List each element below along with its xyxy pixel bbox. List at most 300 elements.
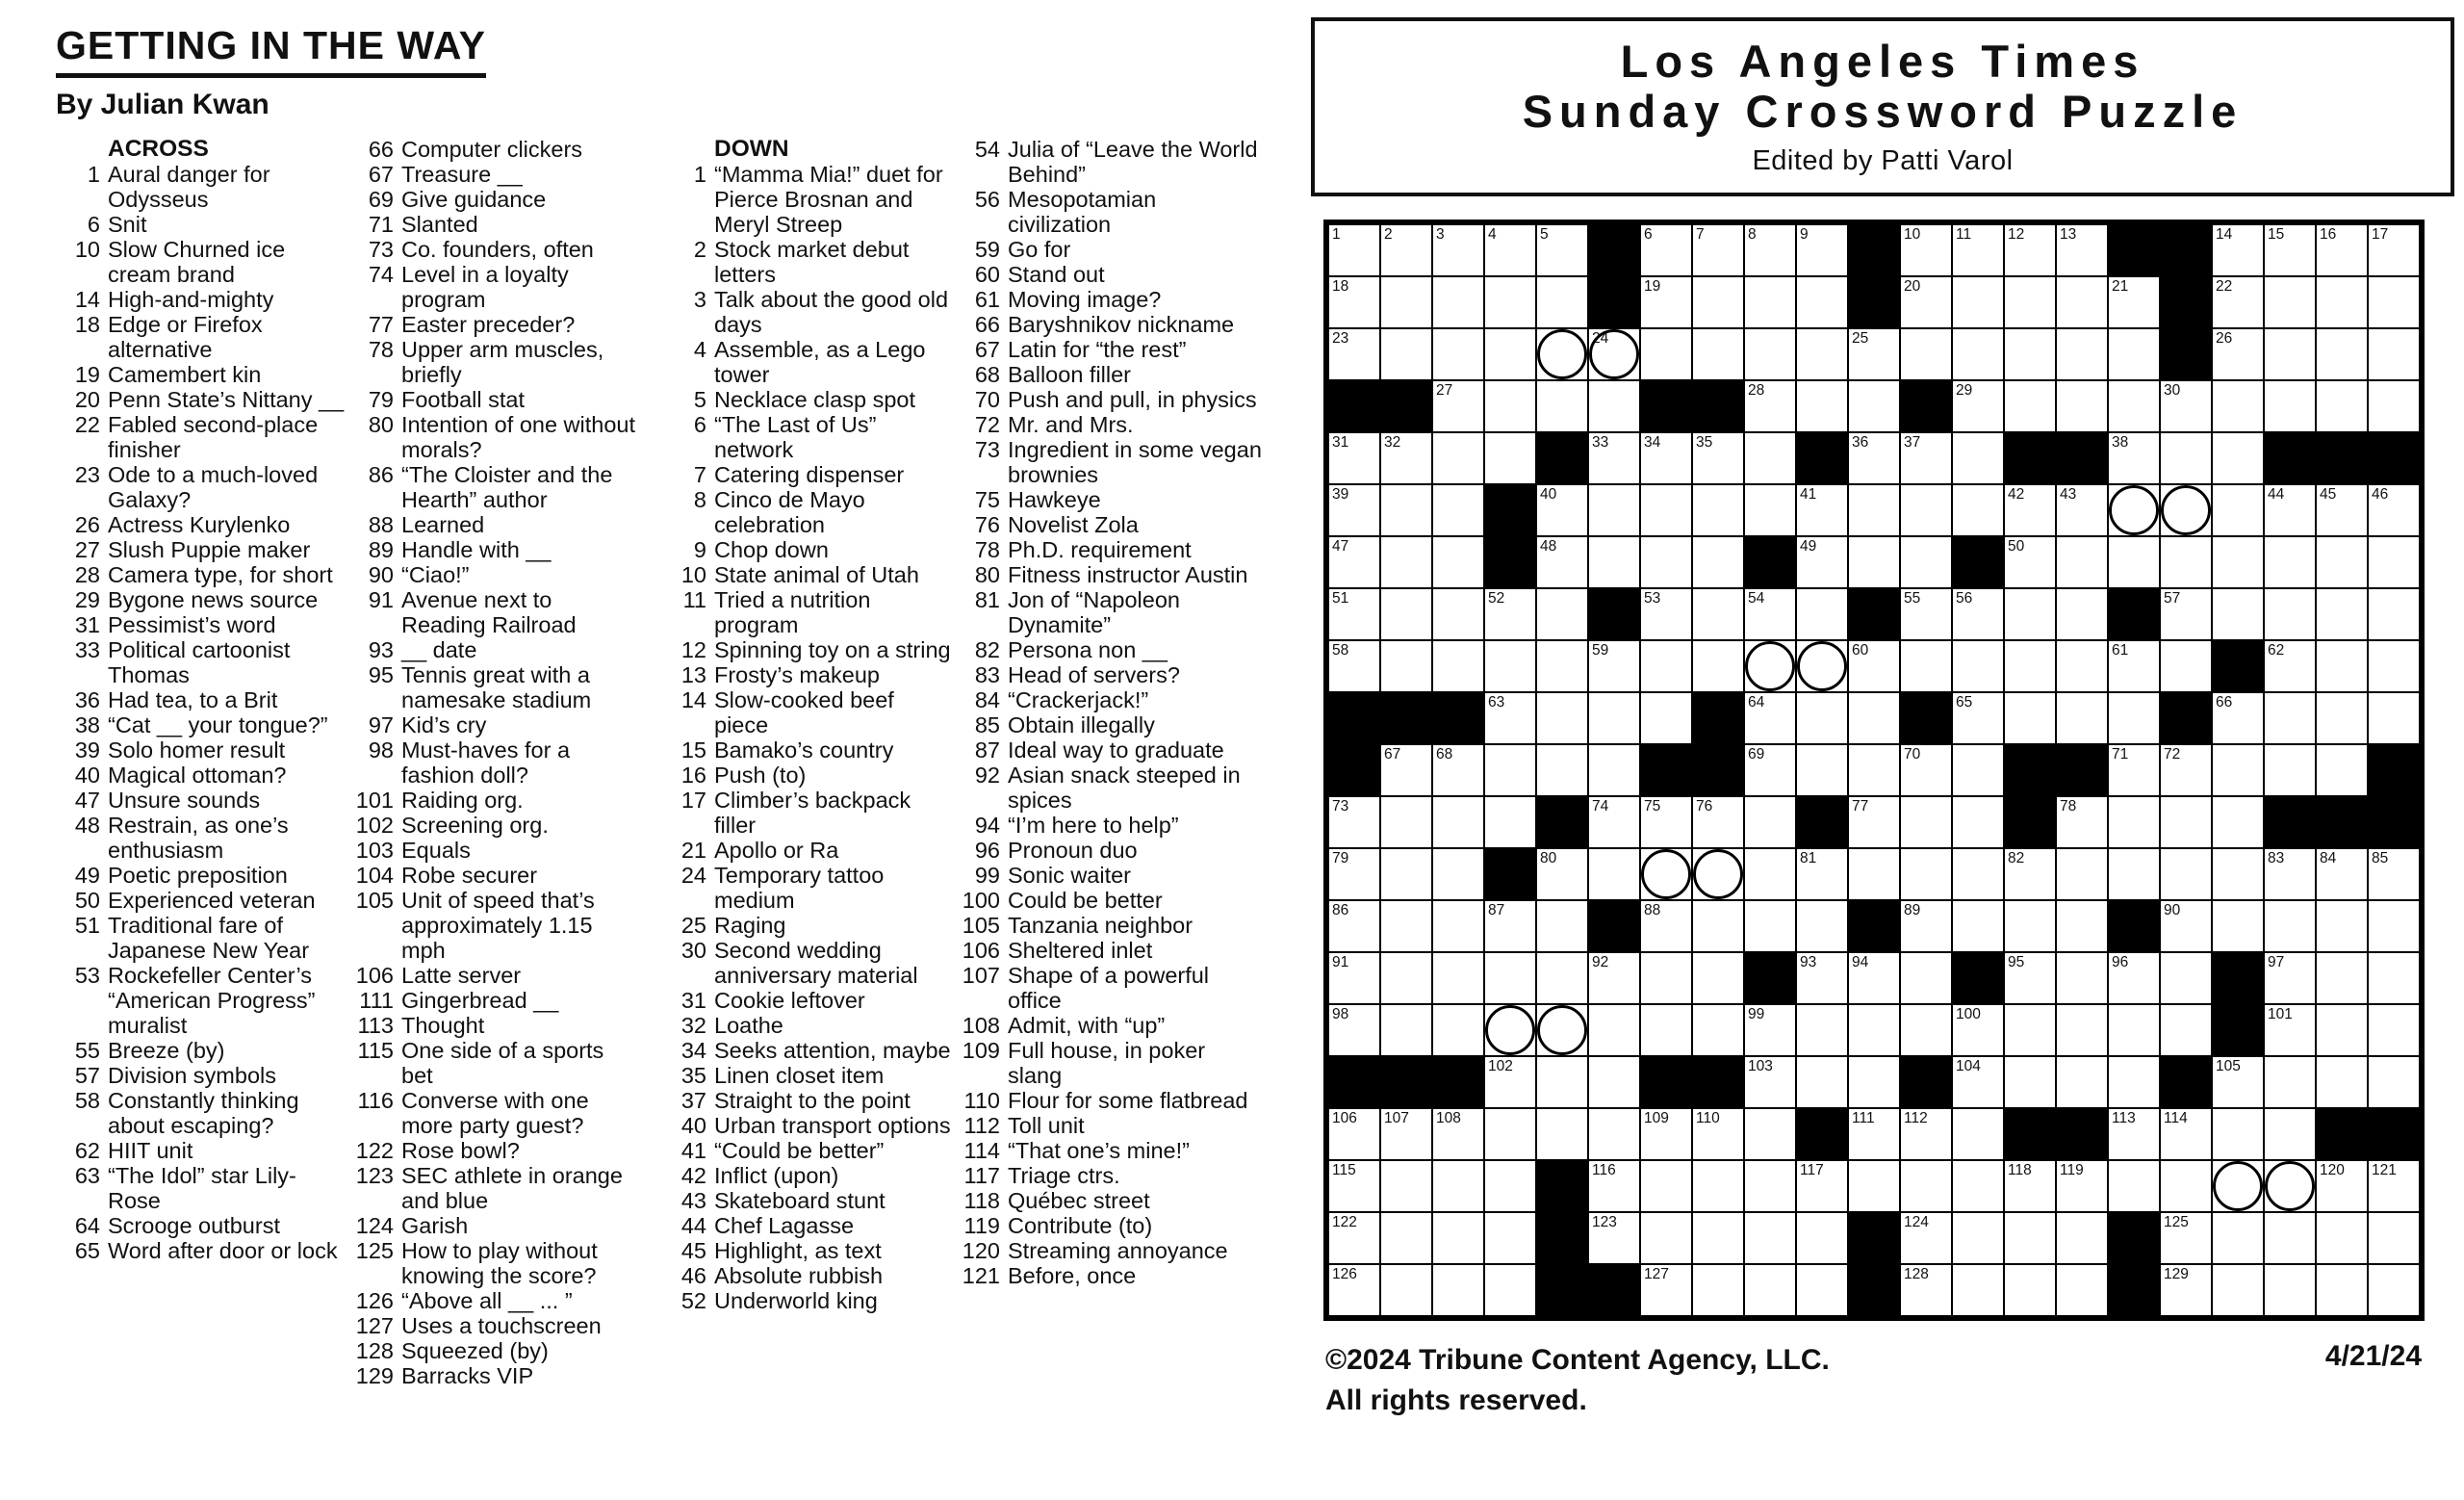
grid-cell-r15c12[interactable]: [1900, 952, 1952, 1004]
grid-cell-r13c19[interactable]: [2264, 848, 2316, 900]
grid-cell-r16c13[interactable]: [1952, 1004, 2004, 1056]
grid-cell-r11c3[interactable]: [1432, 744, 1484, 796]
grid-cell-r21c13[interactable]: [1952, 1264, 2004, 1316]
grid-cell-r3c1[interactable]: [1328, 328, 1380, 380]
grid-cell-r14c4[interactable]: [1484, 900, 1536, 952]
grid-cell-r11c12[interactable]: [1900, 744, 1952, 796]
grid-cell-r6c8[interactable]: [1692, 484, 1744, 536]
grid-cell-r14c14[interactable]: [2004, 900, 2056, 952]
grid-cell-r16c4[interactable]: [1484, 1004, 1536, 1056]
grid-cell-r3c8[interactable]: [1692, 328, 1744, 380]
grid-cell-r17c11[interactable]: [1848, 1056, 1900, 1108]
grid-cell-r12c11[interactable]: [1848, 796, 1900, 848]
grid-cell-r1c10[interactable]: [1796, 224, 1848, 276]
grid-cell-r21c8[interactable]: [1692, 1264, 1744, 1316]
grid-cell-r7c19[interactable]: [2264, 536, 2316, 588]
grid-cell-r12c6[interactable]: [1588, 796, 1640, 848]
grid-cell-r13c16[interactable]: [2108, 848, 2160, 900]
grid-cell-r11c18[interactable]: [2212, 744, 2264, 796]
grid-cell-r15c15[interactable]: [2056, 952, 2108, 1004]
grid-cell-r13c2[interactable]: [1380, 848, 1432, 900]
grid-cell-r7c14[interactable]: [2004, 536, 2056, 588]
grid-cell-r8c7[interactable]: [1640, 588, 1692, 640]
grid-cell-r14c17[interactable]: [2160, 900, 2212, 952]
grid-cell-r15c8[interactable]: [1692, 952, 1744, 1004]
grid-cell-r21c20[interactable]: [2316, 1264, 2368, 1316]
grid-cell-r12c8[interactable]: [1692, 796, 1744, 848]
grid-cell-r9c4[interactable]: [1484, 640, 1536, 692]
grid-cell-r21c1[interactable]: [1328, 1264, 1380, 1316]
grid-cell-r15c21[interactable]: [2368, 952, 2420, 1004]
grid-cell-r6c10[interactable]: [1796, 484, 1848, 536]
grid-cell-r19c14[interactable]: [2004, 1160, 2056, 1212]
grid-cell-r19c2[interactable]: [1380, 1160, 1432, 1212]
grid-cell-r21c3[interactable]: [1432, 1264, 1484, 1316]
grid-cell-r20c21[interactable]: [2368, 1212, 2420, 1264]
grid-cell-r3c6[interactable]: [1588, 328, 1640, 380]
grid-cell-r6c19[interactable]: [2264, 484, 2316, 536]
grid-cell-r19c7[interactable]: [1640, 1160, 1692, 1212]
grid-cell-r19c18[interactable]: [2212, 1160, 2264, 1212]
grid-cell-r9c17[interactable]: [2160, 640, 2212, 692]
grid-cell-r8c2[interactable]: [1380, 588, 1432, 640]
grid-cell-r19c8[interactable]: [1692, 1160, 1744, 1212]
grid-cell-r15c5[interactable]: [1536, 952, 1588, 1004]
grid-cell-r19c17[interactable]: [2160, 1160, 2212, 1212]
grid-cell-r3c14[interactable]: [2004, 328, 2056, 380]
grid-cell-r9c9[interactable]: [1744, 640, 1796, 692]
grid-cell-r14c5[interactable]: [1536, 900, 1588, 952]
grid-cell-r2c15[interactable]: [2056, 276, 2108, 328]
grid-cell-r7c11[interactable]: [1848, 536, 1900, 588]
grid-cell-r19c19[interactable]: [2264, 1160, 2316, 1212]
grid-cell-r21c2[interactable]: [1380, 1264, 1432, 1316]
grid-cell-r2c19[interactable]: [2264, 276, 2316, 328]
grid-cell-r9c14[interactable]: [2004, 640, 2056, 692]
grid-cell-r19c3[interactable]: [1432, 1160, 1484, 1212]
grid-cell-r15c14[interactable]: [2004, 952, 2056, 1004]
grid-cell-r14c13[interactable]: [1952, 900, 2004, 952]
grid-cell-r19c15[interactable]: [2056, 1160, 2108, 1212]
grid-cell-r4c20[interactable]: [2316, 380, 2368, 432]
grid-cell-r1c15[interactable]: [2056, 224, 2108, 276]
grid-cell-r17c5[interactable]: [1536, 1056, 1588, 1108]
grid-cell-r2c20[interactable]: [2316, 276, 2368, 328]
grid-cell-r5c11[interactable]: [1848, 432, 1900, 484]
grid-cell-r7c7[interactable]: [1640, 536, 1692, 588]
grid-cell-r19c6[interactable]: [1588, 1160, 1640, 1212]
grid-cell-r4c9[interactable]: [1744, 380, 1796, 432]
grid-cell-r13c12[interactable]: [1900, 848, 1952, 900]
grid-cell-r17c19[interactable]: [2264, 1056, 2316, 1108]
grid-cell-r15c6[interactable]: [1588, 952, 1640, 1004]
grid-cell-r20c8[interactable]: [1692, 1212, 1744, 1264]
grid-cell-r8c5[interactable]: [1536, 588, 1588, 640]
grid-cell-r9c1[interactable]: [1328, 640, 1380, 692]
grid-cell-r12c1[interactable]: [1328, 796, 1380, 848]
grid-cell-r15c20[interactable]: [2316, 952, 2368, 1004]
grid-cell-r3c9[interactable]: [1744, 328, 1796, 380]
grid-cell-r20c3[interactable]: [1432, 1212, 1484, 1264]
grid-cell-r11c13[interactable]: [1952, 744, 2004, 796]
grid-cell-r8c20[interactable]: [2316, 588, 2368, 640]
grid-cell-r2c9[interactable]: [1744, 276, 1796, 328]
grid-cell-r9c8[interactable]: [1692, 640, 1744, 692]
grid-cell-r17c9[interactable]: [1744, 1056, 1796, 1108]
grid-cell-r11c4[interactable]: [1484, 744, 1536, 796]
grid-cell-r1c7[interactable]: [1640, 224, 1692, 276]
grid-cell-r7c8[interactable]: [1692, 536, 1744, 588]
grid-cell-r17c16[interactable]: [2108, 1056, 2160, 1108]
grid-cell-r20c15[interactable]: [2056, 1212, 2108, 1264]
grid-cell-r12c16[interactable]: [2108, 796, 2160, 848]
grid-cell-r1c3[interactable]: [1432, 224, 1484, 276]
grid-cell-r19c4[interactable]: [1484, 1160, 1536, 1212]
grid-cell-r6c1[interactable]: [1328, 484, 1380, 536]
grid-cell-r18c17[interactable]: [2160, 1108, 2212, 1160]
grid-cell-r14c7[interactable]: [1640, 900, 1692, 952]
grid-cell-r12c3[interactable]: [1432, 796, 1484, 848]
grid-cell-r21c7[interactable]: [1640, 1264, 1692, 1316]
grid-cell-r6c15[interactable]: [2056, 484, 2108, 536]
grid-cell-r12c12[interactable]: [1900, 796, 1952, 848]
grid-cell-r14c18[interactable]: [2212, 900, 2264, 952]
grid-cell-r4c3[interactable]: [1432, 380, 1484, 432]
grid-cell-r19c21[interactable]: [2368, 1160, 2420, 1212]
grid-cell-r9c20[interactable]: [2316, 640, 2368, 692]
grid-cell-r7c12[interactable]: [1900, 536, 1952, 588]
grid-cell-r11c9[interactable]: [1744, 744, 1796, 796]
grid-cell-r8c21[interactable]: [2368, 588, 2420, 640]
grid-cell-r20c6[interactable]: [1588, 1212, 1640, 1264]
grid-cell-r17c21[interactable]: [2368, 1056, 2420, 1108]
grid-cell-r10c10[interactable]: [1796, 692, 1848, 744]
grid-cell-r15c17[interactable]: [2160, 952, 2212, 1004]
grid-cell-r19c16[interactable]: [2108, 1160, 2160, 1212]
grid-cell-r13c3[interactable]: [1432, 848, 1484, 900]
grid-cell-r13c9[interactable]: [1744, 848, 1796, 900]
grid-cell-r1c4[interactable]: [1484, 224, 1536, 276]
grid-cell-r18c19[interactable]: [2264, 1108, 2316, 1160]
grid-cell-r7c2[interactable]: [1380, 536, 1432, 588]
grid-cell-r11c19[interactable]: [2264, 744, 2316, 796]
grid-cell-r3c7[interactable]: [1640, 328, 1692, 380]
grid-cell-r21c17[interactable]: [2160, 1264, 2212, 1316]
grid-cell-r6c21[interactable]: [2368, 484, 2420, 536]
grid-cell-r5c3[interactable]: [1432, 432, 1484, 484]
grid-cell-r7c3[interactable]: [1432, 536, 1484, 588]
grid-cell-r8c3[interactable]: [1432, 588, 1484, 640]
grid-cell-r3c2[interactable]: [1380, 328, 1432, 380]
grid-cell-r15c1[interactable]: [1328, 952, 1380, 1004]
grid-cell-r6c17[interactable]: [2160, 484, 2212, 536]
grid-cell-r13c10[interactable]: [1796, 848, 1848, 900]
grid-cell-r11c6[interactable]: [1588, 744, 1640, 796]
grid-cell-r21c19[interactable]: [2264, 1264, 2316, 1316]
grid-cell-r11c16[interactable]: [2108, 744, 2160, 796]
grid-cell-r18c9[interactable]: [1744, 1108, 1796, 1160]
grid-cell-r13c14[interactable]: [2004, 848, 2056, 900]
grid-cell-r3c13[interactable]: [1952, 328, 2004, 380]
grid-cell-r5c16[interactable]: [2108, 432, 2160, 484]
grid-cell-r5c18[interactable]: [2212, 432, 2264, 484]
grid-cell-r20c19[interactable]: [2264, 1212, 2316, 1264]
grid-cell-r20c9[interactable]: [1744, 1212, 1796, 1264]
grid-cell-r5c1[interactable]: [1328, 432, 1380, 484]
grid-cell-r18c5[interactable]: [1536, 1108, 1588, 1160]
grid-cell-r21c10[interactable]: [1796, 1264, 1848, 1316]
grid-cell-r10c7[interactable]: [1640, 692, 1692, 744]
grid-cell-r4c15[interactable]: [2056, 380, 2108, 432]
grid-cell-r7c5[interactable]: [1536, 536, 1588, 588]
grid-cell-r1c14[interactable]: [2004, 224, 2056, 276]
grid-cell-r19c10[interactable]: [1796, 1160, 1848, 1212]
grid-cell-r10c15[interactable]: [2056, 692, 2108, 744]
grid-cell-r18c7[interactable]: [1640, 1108, 1692, 1160]
grid-cell-r6c20[interactable]: [2316, 484, 2368, 536]
grid-cell-r13c15[interactable]: [2056, 848, 2108, 900]
grid-cell-r16c2[interactable]: [1380, 1004, 1432, 1056]
grid-cell-r8c19[interactable]: [2264, 588, 2316, 640]
grid-cell-r2c2[interactable]: [1380, 276, 1432, 328]
grid-cell-r19c13[interactable]: [1952, 1160, 2004, 1212]
grid-cell-r3c10[interactable]: [1796, 328, 1848, 380]
grid-cell-r14c19[interactable]: [2264, 900, 2316, 952]
grid-cell-r14c2[interactable]: [1380, 900, 1432, 952]
grid-cell-r10c19[interactable]: [2264, 692, 2316, 744]
grid-cell-r6c12[interactable]: [1900, 484, 1952, 536]
grid-cell-r20c2[interactable]: [1380, 1212, 1432, 1264]
grid-cell-r14c9[interactable]: [1744, 900, 1796, 952]
grid-cell-r13c20[interactable]: [2316, 848, 2368, 900]
grid-cell-r1c19[interactable]: [2264, 224, 2316, 276]
grid-cell-r15c16[interactable]: [2108, 952, 2160, 1004]
grid-cell-r6c3[interactable]: [1432, 484, 1484, 536]
grid-cell-r7c17[interactable]: [2160, 536, 2212, 588]
grid-cell-r3c21[interactable]: [2368, 328, 2420, 380]
grid-cell-r15c19[interactable]: [2264, 952, 2316, 1004]
grid-cell-r6c7[interactable]: [1640, 484, 1692, 536]
grid-cell-r10c9[interactable]: [1744, 692, 1796, 744]
grid-cell-r19c11[interactable]: [1848, 1160, 1900, 1212]
grid-cell-r3c16[interactable]: [2108, 328, 2160, 380]
grid-cell-r11c20[interactable]: [2316, 744, 2368, 796]
grid-cell-r11c10[interactable]: [1796, 744, 1848, 796]
grid-cell-r3c5[interactable]: [1536, 328, 1588, 380]
grid-cell-r2c13[interactable]: [1952, 276, 2004, 328]
grid-cell-r8c15[interactable]: [2056, 588, 2108, 640]
grid-cell-r18c3[interactable]: [1432, 1108, 1484, 1160]
grid-cell-r12c4[interactable]: [1484, 796, 1536, 848]
grid-cell-r5c2[interactable]: [1380, 432, 1432, 484]
grid-cell-r16c15[interactable]: [2056, 1004, 2108, 1056]
grid-cell-r10c14[interactable]: [2004, 692, 2056, 744]
grid-cell-r12c18[interactable]: [2212, 796, 2264, 848]
grid-cell-r4c4[interactable]: [1484, 380, 1536, 432]
grid-cell-r1c13[interactable]: [1952, 224, 2004, 276]
grid-cell-r9c5[interactable]: [1536, 640, 1588, 692]
grid-cell-r1c9[interactable]: [1744, 224, 1796, 276]
grid-cell-r7c20[interactable]: [2316, 536, 2368, 588]
grid-cell-r17c4[interactable]: [1484, 1056, 1536, 1108]
grid-cell-r16c21[interactable]: [2368, 1004, 2420, 1056]
grid-cell-r18c13[interactable]: [1952, 1108, 2004, 1160]
grid-cell-r20c13[interactable]: [1952, 1212, 2004, 1264]
grid-cell-r11c11[interactable]: [1848, 744, 1900, 796]
grid-cell-r13c17[interactable]: [2160, 848, 2212, 900]
grid-cell-r10c13[interactable]: [1952, 692, 2004, 744]
grid-cell-r1c18[interactable]: [2212, 224, 2264, 276]
grid-cell-r20c17[interactable]: [2160, 1212, 2212, 1264]
grid-cell-r12c15[interactable]: [2056, 796, 2108, 848]
grid-cell-r21c18[interactable]: [2212, 1264, 2264, 1316]
grid-cell-r17c13[interactable]: [1952, 1056, 2004, 1108]
grid-cell-r4c5[interactable]: [1536, 380, 1588, 432]
grid-cell-r14c3[interactable]: [1432, 900, 1484, 952]
grid-cell-r2c5[interactable]: [1536, 276, 1588, 328]
grid-cell-r20c4[interactable]: [1484, 1212, 1536, 1264]
grid-cell-r2c1[interactable]: [1328, 276, 1380, 328]
grid-cell-r6c16[interactable]: [2108, 484, 2160, 536]
grid-cell-r7c16[interactable]: [2108, 536, 2160, 588]
grid-cell-r16c8[interactable]: [1692, 1004, 1744, 1056]
grid-cell-r12c2[interactable]: [1380, 796, 1432, 848]
grid-cell-r6c11[interactable]: [1848, 484, 1900, 536]
grid-cell-r16c3[interactable]: [1432, 1004, 1484, 1056]
grid-cell-r16c20[interactable]: [2316, 1004, 2368, 1056]
grid-cell-r10c21[interactable]: [2368, 692, 2420, 744]
grid-cell-r4c16[interactable]: [2108, 380, 2160, 432]
grid-cell-r5c12[interactable]: [1900, 432, 1952, 484]
grid-cell-r2c7[interactable]: [1640, 276, 1692, 328]
grid-cell-r7c15[interactable]: [2056, 536, 2108, 588]
grid-cell-r5c4[interactable]: [1484, 432, 1536, 484]
grid-cell-r17c20[interactable]: [2316, 1056, 2368, 1108]
grid-cell-r6c18[interactable]: [2212, 484, 2264, 536]
grid-cell-r9c2[interactable]: [1380, 640, 1432, 692]
grid-cell-r10c20[interactable]: [2316, 692, 2368, 744]
grid-cell-r10c11[interactable]: [1848, 692, 1900, 744]
grid-cell-r18c2[interactable]: [1380, 1108, 1432, 1160]
grid-cell-r2c4[interactable]: [1484, 276, 1536, 328]
grid-cell-r16c5[interactable]: [1536, 1004, 1588, 1056]
grid-cell-r11c17[interactable]: [2160, 744, 2212, 796]
grid-cell-r17c15[interactable]: [2056, 1056, 2108, 1108]
grid-cell-r16c19[interactable]: [2264, 1004, 2316, 1056]
grid-cell-r2c18[interactable]: [2212, 276, 2264, 328]
grid-cell-r7c6[interactable]: [1588, 536, 1640, 588]
grid-cell-r6c9[interactable]: [1744, 484, 1796, 536]
grid-cell-r14c20[interactable]: [2316, 900, 2368, 952]
grid-cell-r18c1[interactable]: [1328, 1108, 1380, 1160]
grid-cell-r17c6[interactable]: [1588, 1056, 1640, 1108]
grid-cell-r16c1[interactable]: [1328, 1004, 1380, 1056]
grid-cell-r21c4[interactable]: [1484, 1264, 1536, 1316]
grid-cell-r8c14[interactable]: [2004, 588, 2056, 640]
grid-cell-r4c11[interactable]: [1848, 380, 1900, 432]
grid-cell-r21c9[interactable]: [1744, 1264, 1796, 1316]
grid-cell-r5c17[interactable]: [2160, 432, 2212, 484]
grid-cell-r4c13[interactable]: [1952, 380, 2004, 432]
grid-cell-r21c15[interactable]: [2056, 1264, 2108, 1316]
grid-cell-r1c8[interactable]: [1692, 224, 1744, 276]
grid-cell-r3c19[interactable]: [2264, 328, 2316, 380]
grid-cell-r18c18[interactable]: [2212, 1108, 2264, 1160]
grid-cell-r16c6[interactable]: [1588, 1004, 1640, 1056]
grid-cell-r20c1[interactable]: [1328, 1212, 1380, 1264]
grid-cell-r20c7[interactable]: [1640, 1212, 1692, 1264]
grid-cell-r16c16[interactable]: [2108, 1004, 2160, 1056]
grid-cell-r14c21[interactable]: [2368, 900, 2420, 952]
grid-cell-r10c5[interactable]: [1536, 692, 1588, 744]
grid-cell-r7c10[interactable]: [1796, 536, 1848, 588]
grid-cell-r18c6[interactable]: [1588, 1108, 1640, 1160]
grid-cell-r8c1[interactable]: [1328, 588, 1380, 640]
grid-cell-r15c4[interactable]: [1484, 952, 1536, 1004]
grid-cell-r21c12[interactable]: [1900, 1264, 1952, 1316]
grid-cell-r8c13[interactable]: [1952, 588, 2004, 640]
grid-cell-r7c1[interactable]: [1328, 536, 1380, 588]
grid-cell-r9c21[interactable]: [2368, 640, 2420, 692]
grid-cell-r6c13[interactable]: [1952, 484, 2004, 536]
grid-cell-r9c10[interactable]: [1796, 640, 1848, 692]
grid-cell-r4c14[interactable]: [2004, 380, 2056, 432]
grid-cell-r14c1[interactable]: [1328, 900, 1380, 952]
grid-cell-r12c17[interactable]: [2160, 796, 2212, 848]
grid-cell-r9c6[interactable]: [1588, 640, 1640, 692]
grid-cell-r10c18[interactable]: [2212, 692, 2264, 744]
grid-cell-r15c10[interactable]: [1796, 952, 1848, 1004]
grid-cell-r14c10[interactable]: [1796, 900, 1848, 952]
grid-cell-r1c5[interactable]: [1536, 224, 1588, 276]
grid-cell-r7c21[interactable]: [2368, 536, 2420, 588]
grid-cell-r8c17[interactable]: [2160, 588, 2212, 640]
grid-cell-r6c2[interactable]: [1380, 484, 1432, 536]
grid-cell-r13c21[interactable]: [2368, 848, 2420, 900]
grid-cell-r12c7[interactable]: [1640, 796, 1692, 848]
grid-cell-r19c12[interactable]: [1900, 1160, 1952, 1212]
grid-cell-r3c18[interactable]: [2212, 328, 2264, 380]
grid-cell-r6c5[interactable]: [1536, 484, 1588, 536]
grid-cell-r16c12[interactable]: [1900, 1004, 1952, 1056]
grid-cell-r18c11[interactable]: [1848, 1108, 1900, 1160]
grid-cell-r8c9[interactable]: [1744, 588, 1796, 640]
grid-cell-r5c8[interactable]: [1692, 432, 1744, 484]
grid-cell-r3c15[interactable]: [2056, 328, 2108, 380]
grid-cell-r18c8[interactable]: [1692, 1108, 1744, 1160]
grid-cell-r12c13[interactable]: [1952, 796, 2004, 848]
grid-cell-r19c20[interactable]: [2316, 1160, 2368, 1212]
grid-cell-r2c14[interactable]: [2004, 276, 2056, 328]
grid-cell-r9c3[interactable]: [1432, 640, 1484, 692]
grid-cell-r8c18[interactable]: [2212, 588, 2264, 640]
grid-cell-r16c11[interactable]: [1848, 1004, 1900, 1056]
grid-cell-r16c9[interactable]: [1744, 1004, 1796, 1056]
grid-cell-r13c7[interactable]: [1640, 848, 1692, 900]
grid-cell-r8c4[interactable]: [1484, 588, 1536, 640]
grid-cell-r6c14[interactable]: [2004, 484, 2056, 536]
grid-cell-r4c6[interactable]: [1588, 380, 1640, 432]
grid-cell-r16c17[interactable]: [2160, 1004, 2212, 1056]
grid-cell-r13c11[interactable]: [1848, 848, 1900, 900]
grid-cell-r4c10[interactable]: [1796, 380, 1848, 432]
grid-cell-r14c12[interactable]: [1900, 900, 1952, 952]
grid-cell-r20c20[interactable]: [2316, 1212, 2368, 1264]
grid-cell-r12c9[interactable]: [1744, 796, 1796, 848]
grid-cell-r17c18[interactable]: [2212, 1056, 2264, 1108]
grid-cell-r3c4[interactable]: [1484, 328, 1536, 380]
grid-cell-r1c1[interactable]: [1328, 224, 1380, 276]
